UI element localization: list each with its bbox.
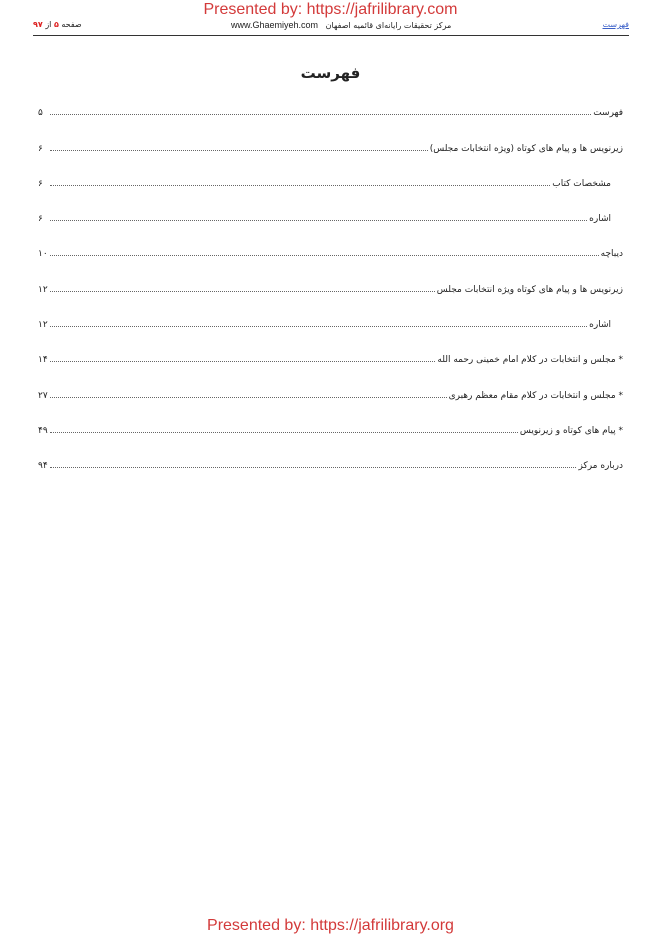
dot-leader (50, 255, 599, 256)
toc-entry-label[interactable]: فهرست (593, 108, 623, 119)
toc-entry-page[interactable]: ۱۴ (38, 355, 48, 366)
toc-entry[interactable] (38, 245, 623, 280)
toc-entry[interactable] (38, 422, 623, 457)
publisher-website: www.Ghaemiyeh.com (231, 20, 319, 30)
toc-entry-label[interactable]: مشخصات کتاب (552, 178, 611, 189)
dot-leader (50, 432, 518, 433)
toc-entry[interactable] (38, 175, 623, 210)
toc-entry-label[interactable]: * مجلس و انتخابات در کلام امام خمینی رحمه الله (437, 355, 623, 366)
dot-leader (50, 291, 435, 292)
page-title: فهرست (300, 64, 361, 82)
toc-entry-page[interactable]: ۹۴ (38, 461, 48, 472)
toc-entry-page[interactable]: ۱۲ (38, 320, 48, 331)
page-of-label: از (45, 20, 52, 29)
toc-entry[interactable] (38, 210, 623, 245)
dot-leader (50, 361, 435, 362)
toc-entry-page[interactable]: ۲۷ (38, 390, 48, 401)
dot-leader (50, 397, 447, 398)
publisher-info (231, 18, 451, 33)
toc-entry[interactable] (38, 104, 623, 139)
toc-entry[interactable] (38, 139, 623, 174)
toc-entry-label[interactable]: اشاره (589, 320, 611, 331)
toc-entry-label[interactable]: دیباچه (600, 249, 623, 260)
dot-leader (50, 185, 550, 186)
section-link[interactable]: فهرست (602, 20, 629, 29)
dot-leader (50, 467, 576, 468)
toc-entry-label[interactable]: * مجلس و انتخابات در کلام مقام معظم رهبری (448, 390, 623, 401)
toc-entry-label[interactable]: اشاره (589, 214, 611, 225)
toc-entry-page[interactable]: ۱۰ (38, 249, 48, 260)
toc-entry-label[interactable]: درباره مرکز (578, 461, 623, 472)
page-indicator (33, 18, 82, 32)
publisher-name: مرکز تحقیقات رایانه‌ای قائمیه اصفهان (325, 21, 452, 30)
toc-entry[interactable] (38, 316, 623, 351)
running-header (33, 18, 629, 34)
toc-entry-page[interactable]: ۶ (38, 214, 43, 225)
dot-leader (50, 220, 587, 221)
table-of-contents (38, 104, 623, 492)
dot-leader (50, 326, 587, 327)
dot-leader (50, 114, 591, 115)
toc-entry-label[interactable]: زیرنویس ها و پیام های کوتاه ویژه انتخابات مجلس (436, 284, 623, 295)
toc-entry[interactable] (38, 457, 623, 492)
page-label: صفحه (61, 20, 82, 29)
page-total: ۹۷ (33, 20, 43, 29)
toc-entry[interactable] (38, 280, 623, 315)
watermark-bottom: Presented by: https://jafrilibrary.org (207, 917, 454, 934)
toc-entry-page[interactable]: ۶ (38, 178, 43, 189)
toc-entry-label[interactable]: * پیام های کوتاه و زیرنویس (519, 425, 623, 436)
toc-entry-label[interactable]: زیرنویس ها و پیام های کوتاه (ویژه انتخابات مجلس) (429, 143, 623, 154)
toc-entry[interactable] (38, 351, 623, 386)
watermark-top: Presented by: https://jafrilibrary.com (203, 1, 458, 18)
toc-entry[interactable] (38, 386, 623, 421)
page-current: ۵ (53, 20, 59, 29)
toc-entry-page[interactable]: ۵ (38, 108, 43, 119)
dot-leader (50, 150, 428, 151)
toc-entry-page[interactable]: ۶ (38, 143, 43, 154)
toc-entry-page[interactable]: ۴۹ (38, 425, 48, 436)
toc-entry-page[interactable]: ۱۲ (38, 284, 48, 295)
header-divider (33, 35, 629, 36)
